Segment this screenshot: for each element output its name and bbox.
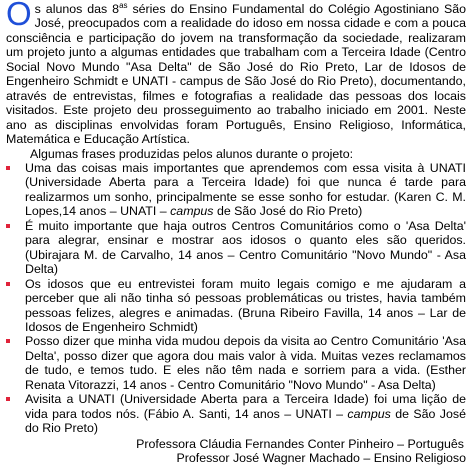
bullet-icon <box>6 224 10 228</box>
intro-text-rest: séries do Ensino Fundamental do Colégio Agostiniano São José, preocupados com a realidade do idoso em nossa cidade e com a pouca consciência e participação do jovem na transformação da sociedade, realizaram um projeto junto a algumas entidades que trabalham com a Terceira Idade (Centro Social Novo Mundo "Asa Delta" de São José do Rio Preto, Lar de Idosos de Engenheiro Schmidt e UNATI - campus de São José do Rio Preto), documentando, através de entrevistas, filmes e fotografias a realidade das pessoas dos locais visitados. Este projeto deu prosseguimento ao trabalho iniciado em 2001. Neste ano as disciplinas envolvidas foram Português, Ensino Religioso, Informática, Matemática e Educação Artística. <box>6 2 466 147</box>
quote-item <box>6 334 466 392</box>
quotes-list <box>6 161 466 436</box>
quote-text-end: de São José do Rio Preto) <box>25 406 466 436</box>
bullet-icon <box>6 339 10 343</box>
grade-superscript: as <box>119 0 128 10</box>
drop-cap: O <box>6 0 32 32</box>
bullet-icon <box>6 166 10 170</box>
quote-text-end: de São José do Rio Preto) <box>213 204 363 219</box>
quotes-caption: Algumas frases produzidas pelos alunos durante o projeto: <box>30 146 354 161</box>
quote-text: Posso dizer que minha vida mudou depois da visita ao Centro Comunitário 'Asa Delta', posso dizer que agora dou mais valor à vida. Muitas vezes reclamamos de tudo, e temos tudo. E eles não têm nada e sorriem para a vida. (Esther Renata Vitorazzi, 14 anos - Centro Comunitário "Novo Mundo" - Asa Delta) <box>25 334 466 392</box>
quote-item <box>6 277 466 335</box>
quote-text: Avisita a UNATI (Universidade Aberta para a Terceira Idade) foi uma lição de vida para todos nós. (Fábio A. Santi, 14 anos – UNATI – <box>25 392 466 421</box>
quote-item <box>6 392 466 435</box>
quote-text: É muito importante que haja outros Centros Comunitários como o 'Asa Delta' para alegrar, ensinar e mostrar aos idosos o quanto eles são queridos. (Ubirajara M. de Carvalho, 14 anos – Centro Comunitário "Novo Mundo" - Asa Delta) <box>25 218 466 277</box>
quote-italic: campus <box>347 406 391 421</box>
intro-paragraph <box>6 2 466 147</box>
signatures <box>6 437 466 466</box>
intro-text-start: s alunos das 8 <box>34 2 120 16</box>
quote-text: Os idosos que eu entrevistei foram muito legais comigo e me ajudaram a perceber que ali não tinha só pessoas problemáticas ou tristes, havia também pessoas felizes, alegres e animadas. (Bruna Ribeiro Favilla, 14 anos – Lar de Idosos de Engenheiro Schmidt) <box>25 276 466 334</box>
quote-italic: campus <box>170 204 214 219</box>
quote-item <box>6 219 466 277</box>
bullet-icon <box>6 282 10 286</box>
signature-portuguese-teacher: Professora Cláudia Fernandes Conter Pinheiro – Português <box>136 436 464 451</box>
quote-text: Uma das coisas mais importantes que aprendemos com essa visita à UNATI (Universidade Aberta para a Terceira Idade) foi que nunca é tarde para realizarmos um sonho, principalmente se esse sonho for estudar. (Karen C. M. Lopes,14 anos – UNATI – <box>25 160 466 219</box>
bullet-icon <box>6 397 10 401</box>
quote-item <box>6 161 466 219</box>
signature-religion-teacher: Professor José Wagner Machado – Ensino Religioso <box>176 451 466 466</box>
